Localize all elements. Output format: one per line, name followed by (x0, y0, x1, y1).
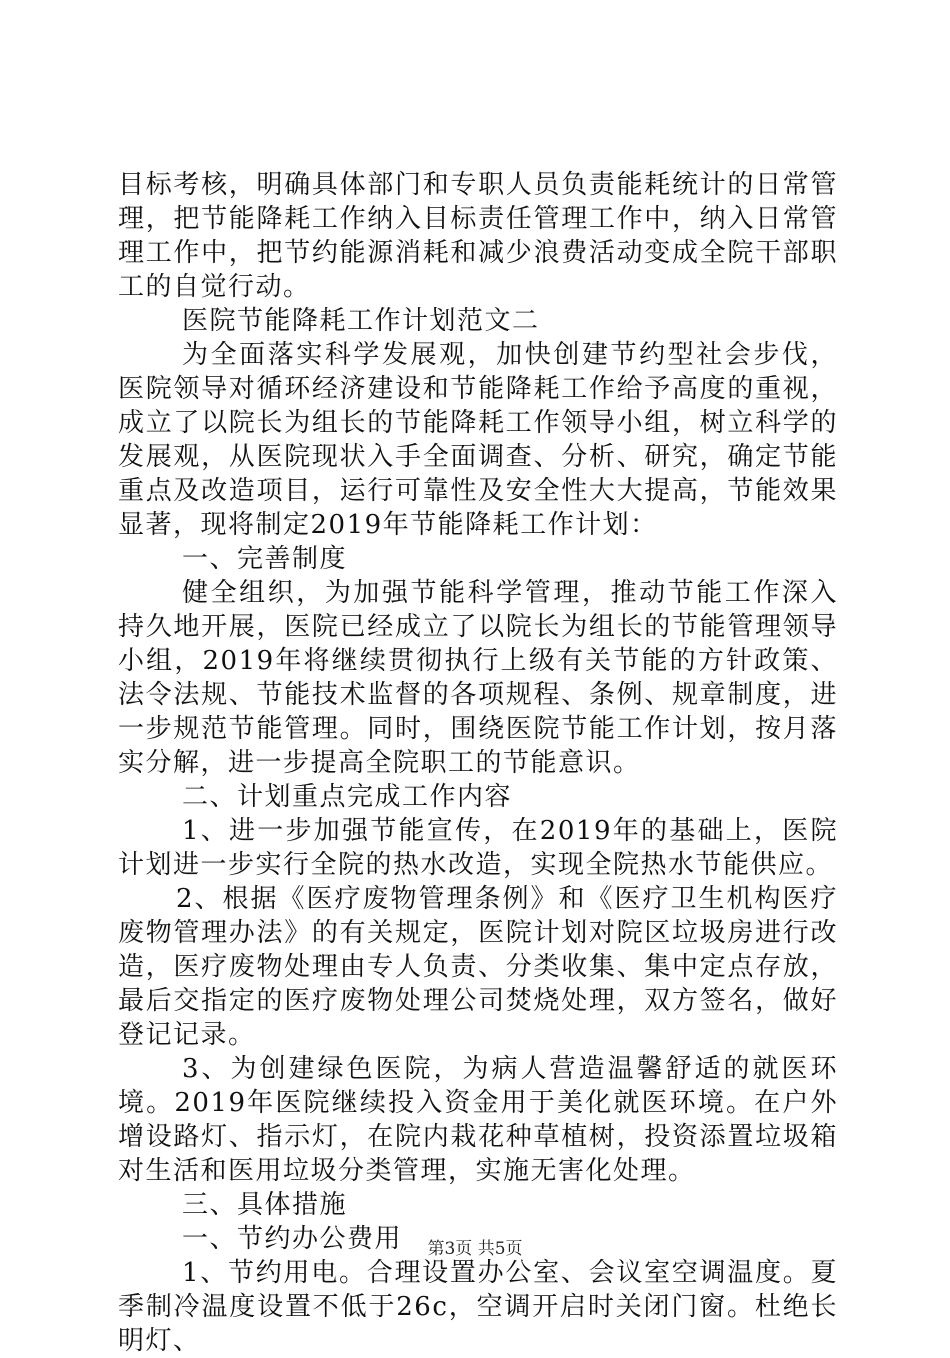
paragraph-intro: 为全面落实科学发展观，加快创建节约型社会步伐，医院领导对循环经济建设和节能降耗工作给予高度的重视，成立了以院长为组长的节能降耗工作领导小组，树立科学的发展观，从医院现状入手全面调查、分析、研究，确定节能重点及改造项目，运行可靠性及安全性大大提高，节能效果显著，现将制定2019年节能降耗工作计划： (118, 340, 838, 540)
paragraph-item-3: 3、为创建绿色医院，为病人营造温馨舒适的就医环境。2019年医院继续投入资金用于美化就医环境。在户外增设路灯、指示灯，在院内栽花种草植树，投资添置垃圾箱对生活和医用垃圾分类管理，实施无害化处理。 (118, 1054, 838, 1186)
section-heading-plan-two: 医院节能降耗工作计划范文二 (182, 306, 540, 336)
document-body (118, 168, 838, 1358)
heading-specific-measures: 三、具体措施 (182, 1190, 348, 1220)
paragraph-item-2: 2、根据《医疗废物管理条例》和《医疗卫生机构医疗废物管理办法》的有关规定，医院计划对院区垃圾房进行改造，医疗废物处理由专人负责、分类收集、集中定点存放，最后交指定的医疗废物处理公司焚烧处理，双方签名，做好登记记录。 (118, 884, 838, 1050)
paragraph-item-1: 1、进一步加强节能宣传，在2019年的基础上，医院计划进一步实行全院的热水改造，实现全院热水节能供应。 (118, 816, 838, 880)
paragraph-organization: 健全组织，为加强节能科学管理，推动节能工作深入持久地开展，医院已经成立了以院长为组长的节能管理领导小组，2019年将继续贯彻执行上级有关节能的方针政策、法令法规、节能技术监督的各项规程、条例、规章制度，进一步规范节能管理。同时，围绕医院节能工作计划，按月落实分解，进一步提高全院职工的节能意识。 (118, 578, 838, 778)
heading-save-office-costs: 一、节约办公费用 (182, 1224, 403, 1254)
heading-key-work: 二、计划重点完成工作内容 (182, 782, 513, 812)
paragraph-continuation: 目标考核，明确具体部门和专职人员负责能耗统计的日常管理，把节能降耗工作纳入目标责任管理工作中，纳入日常管理工作中，把节约能源消耗和减少浪费活动变成全院干部职工的自觉行动。 (118, 170, 838, 302)
heading-improve-system: 一、完善制度 (182, 544, 348, 574)
paragraph-save-electricity: 1、节约用电。合理设置办公室、会议室空调温度。夏季制冷温度设置不低于26c，空调开启时关闭门窗。杜绝长明灯、 (118, 1258, 838, 1356)
page-footer: 第3页 共5页 (427, 1239, 523, 1259)
